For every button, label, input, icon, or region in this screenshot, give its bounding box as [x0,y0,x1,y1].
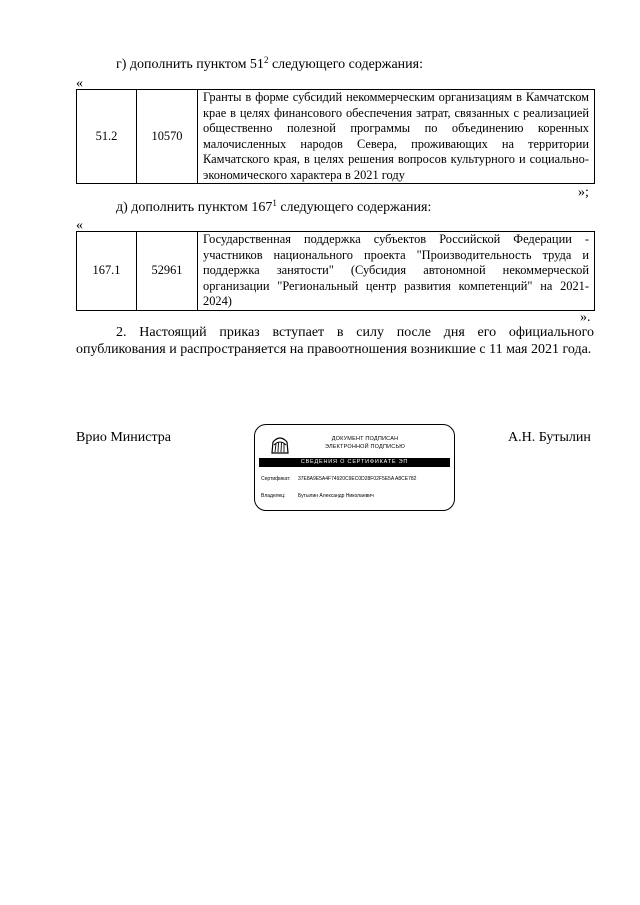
item-d-intro-tail: следующего содержания: [276,200,432,215]
item-g-open-quote: « [76,76,83,91]
item-g-intro-text: г) дополнить пунктом 51 [116,57,264,72]
item-d-intro [76,199,594,216]
stamp-certificate-row [261,476,416,483]
item-g-close-quote: »; [578,185,589,200]
owner-value: Бутылин Александр Николаевич [298,493,374,499]
row-code-cell: 10570 [137,90,198,184]
row-description-cell: Государственная поддержка субъектов Российской Федерации - участников национального проекта "Производительность труда и поддержка занятости" (Субсидия автономной некоммерческой организации "Региональный центр развития компетенций" на 2021-2024) [198,232,595,311]
row-number-cell: 167.1 [77,232,137,311]
signatory-position: Врио Министра [76,430,171,445]
item-d-superscript: 1 [272,198,277,208]
electronic-signature-stamp [254,424,455,511]
table-row [77,90,595,184]
item-d-table [76,231,595,311]
item-d-open-quote: « [76,218,83,233]
stamp-header-line1: ДОКУМЕНТ ПОДПИСАН [331,436,399,442]
table-row [77,232,595,311]
item-d-intro-text: д) дополнить пунктом 167 [116,200,273,215]
certificate-value: 37E8A9E5A4F74920C9EC0D28F02F5E5A A8CE782 [298,476,417,482]
row-code-cell: 52961 [137,232,198,311]
stamp-owner-row [261,493,374,500]
row-description-cell: Гранты в форме субсидий некоммерческим организациям в Камчатском крае в целях финансового обеспечения затрат, связанных с реализацией общественно полезной программы по объединению коренных малочисленных народов Севера, проживающих на территории Камчатского края, в целях решения вопросов культурного и социально-экономического характера в 2021 году [198,90,595,184]
stamp-header [315,435,415,451]
clause-2-paragraph: 2. Настоящий приказ вступает в силу после дня его официального опубликования и распространяется на правоотношения возникшие с 11 мая 2021 года. [76,325,594,357]
row-number-cell: 51.2 [77,90,137,184]
item-g-intro [76,56,594,73]
signatory-name: А.Н. Бутылин [508,430,591,445]
certificate-label: Сертификат: [261,476,291,482]
owner-label: Владелец: [261,493,286,499]
item-g-superscript: 2 [263,55,269,65]
stamp-title-bar: СВЕДЕНИЯ О СЕРТИФИКАТЕ ЭП [259,458,450,467]
stamp-header-line2: ЭЛЕКТРОННОЙ ПОДПИСЬЮ [324,444,406,450]
item-g-intro-tail: следующего содержания: [268,57,423,72]
item-g-table [76,89,595,184]
item-d-close-quote: ». [580,310,591,325]
coat-of-arms-icon [269,433,291,455]
